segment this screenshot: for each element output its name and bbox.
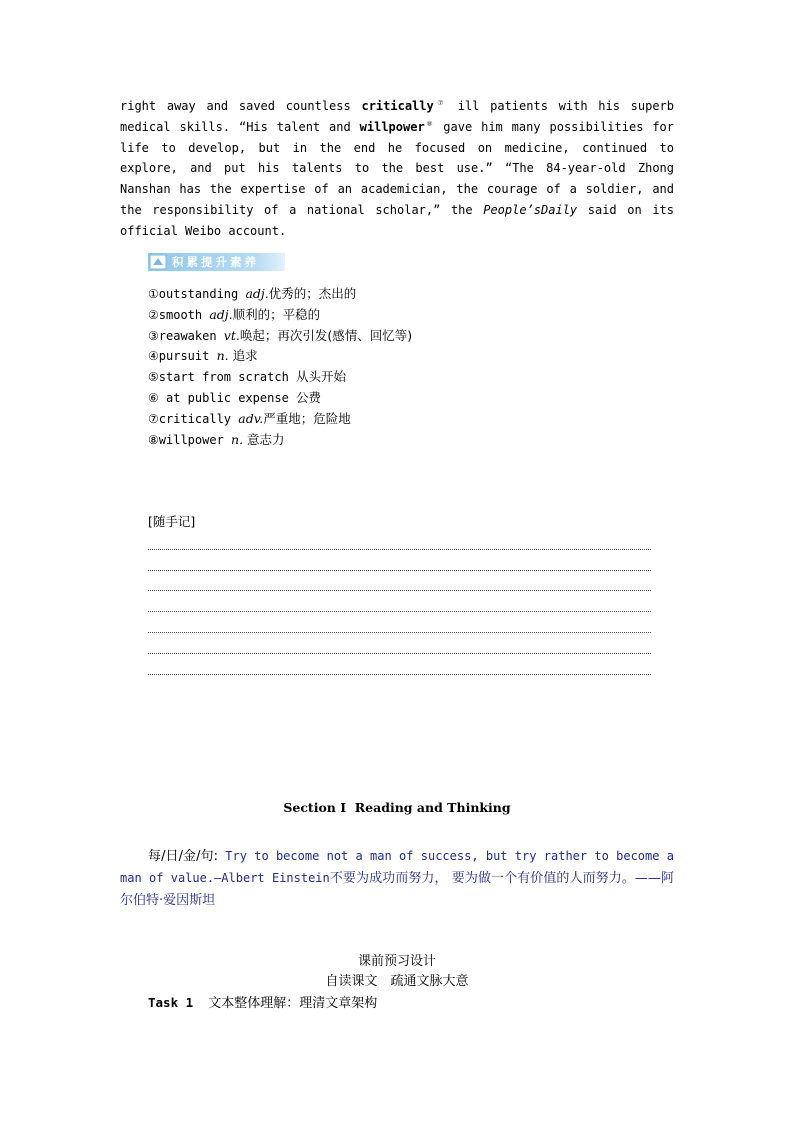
note-line: [148, 653, 651, 654]
task-text: 文本整体理解：理清文章架构: [208, 996, 378, 1011]
task-line: [148, 992, 377, 1011]
note-line: [148, 590, 651, 591]
vocab-item: ⑥ at public expense 公费: [148, 389, 322, 405]
paragraph-text: ill patients with his superb medical skills. “His talent and: [120, 99, 675, 134]
section-title: Section Ⅰ Reading and Thinking: [283, 800, 511, 815]
preview-heading: 课前预习设计: [357, 954, 436, 969]
accumulate-banner: [148, 253, 285, 271]
paragraph-text: gave him many possibilities for life to develop, but in the end he focused on medicine, continued to explore, and put his talents to the best use.” “The 84-year-old Zhong Nanshan has the expertise of an academician, the courage of a soldier, and the responsibility of a national scholar,” the: [120, 119, 675, 217]
footnote-marker: ⑦: [433, 99, 447, 107]
note-line: [148, 611, 651, 612]
vocab-list: [148, 284, 412, 450]
quote-translation: 不要为成功而努力， 要为做一个有价值的人而努力。——阿尔伯特·爱因斯坦: [120, 870, 674, 908]
vocab-highlight-critically: critically: [361, 99, 434, 113]
note-line: [148, 549, 651, 550]
paragraph-text: said on its official Weibo account.: [120, 202, 674, 238]
vocab-item: ⑤start from scratch 从头开始: [148, 369, 347, 385]
footnote-marker: ⑧: [424, 119, 435, 128]
note-line: [148, 674, 651, 675]
quote-english: Try to become not a man of success, but try rather to become a man of value.—Albert Einstein: [120, 849, 674, 885]
banner-label: 积累提升素养: [172, 255, 259, 269]
quote-label: 每/日/金/句:: [148, 849, 218, 864]
notes-label: [随手记]: [148, 514, 196, 529]
note-line: [148, 570, 651, 571]
daily-quote: [120, 846, 674, 911]
task-label: Task 1: [148, 995, 194, 1010]
vocab-highlight-willpower: willpower: [359, 119, 425, 134]
preview-subheading: 自读课文 疏通文脉大意: [325, 974, 469, 989]
body-paragraph: [120, 96, 674, 242]
vocab-item: ④pursuit n. 追求: [148, 348, 258, 364]
vocab-item: ⑦critically adv.严重地；危险地: [148, 410, 351, 426]
vocab-item: ①outstanding adj.优秀的；杰出的: [148, 286, 357, 301]
vocab-item: ③reawaken vt.唤起；再次引发(感情、回忆等): [148, 327, 413, 343]
vocab-item: ②smooth adj.顺利的；平稳的: [148, 306, 321, 322]
vocab-item: ⑧willpower n. 意志力: [148, 431, 285, 447]
newspaper-name: People’sDaily: [483, 202, 578, 217]
note-line: [148, 632, 651, 633]
paragraph-text: right away and saved countless: [120, 99, 362, 113]
